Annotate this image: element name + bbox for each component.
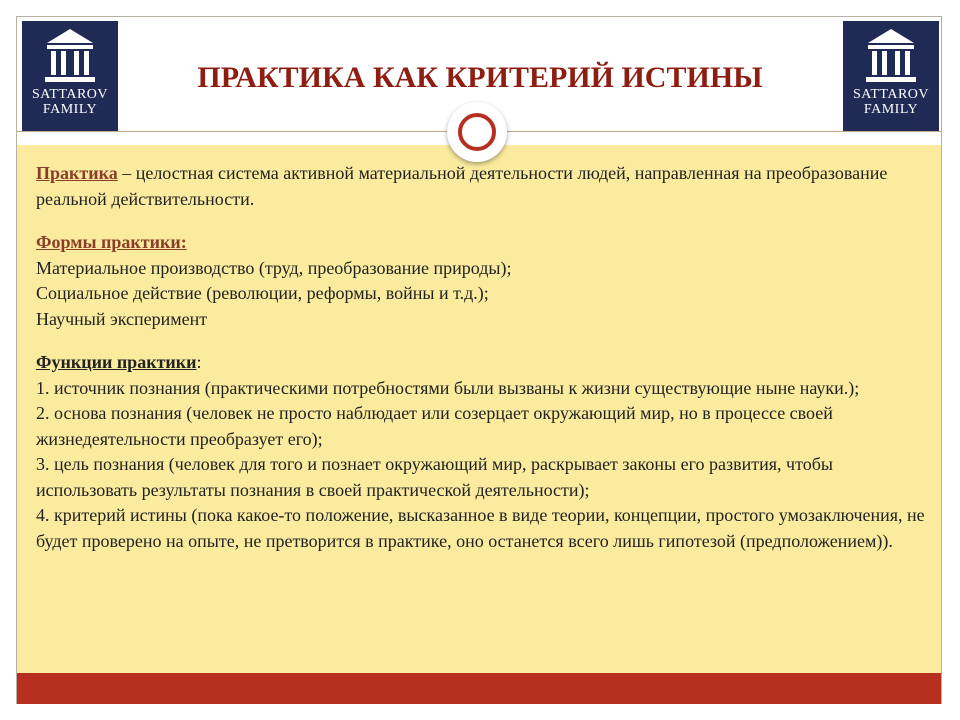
- forms-heading: Формы практики:: [36, 232, 187, 252]
- logo-left: [22, 21, 118, 131]
- logo-text-line1: SATTAROV: [32, 87, 108, 102]
- page-title: ПРАКТИКА КАК КРИТЕРИЙ ИСТИНЫ: [197, 61, 763, 94]
- forms-item: Научный эксперимент: [36, 308, 208, 329]
- logo-text-line1: SATTAROV: [853, 87, 929, 102]
- functions-heading: Функции практики: [36, 352, 197, 372]
- functions-item: 2. основа познания (человек не просто наблюдает или созерцает окружающий мир, но в процессе своей жизнедеятельности преобразует его);: [36, 403, 833, 449]
- circle-ring-icon: [458, 113, 496, 151]
- body-text: [36, 161, 926, 554]
- definition-text: – целостная система активной материальной деятельности людей, направленная на преобразование реальной действительности.: [36, 163, 888, 209]
- logo-text-line2: FAMILY: [863, 102, 919, 117]
- building-icon: [866, 27, 916, 83]
- functions-item: 3. цель познания (человек для того и познает окружающий мир, раскрывает законы его развития, чтобы использовать результаты познания в своей практической деятельности);: [36, 454, 833, 500]
- forms-item: Материальное производство (труд, преобразование природы);: [36, 257, 512, 278]
- functions-item: 1. источник познания (практическими потребностями были вызваны к жизни существующие ныне науки.);: [36, 377, 860, 398]
- definition-paragraph: [36, 161, 926, 212]
- logo-text-line2: FAMILY: [42, 102, 98, 117]
- forms-item: Социальное действие (революции, реформы, войны и т.д.);: [36, 283, 489, 303]
- footer-bar: [17, 673, 941, 704]
- building-icon: [45, 27, 95, 83]
- functions-item: 4. критерий истины (пока какое-то положение, высказанное в виде теории, концепции, простого умозаключения, не будет проверено на опыте, не претворится в практике, оно останется всего лишь гипотезой (предположением)).: [36, 505, 925, 551]
- functions-colon: :: [196, 352, 202, 372]
- logo-right: [843, 21, 939, 131]
- term-link[interactable]: Практика: [36, 163, 118, 183]
